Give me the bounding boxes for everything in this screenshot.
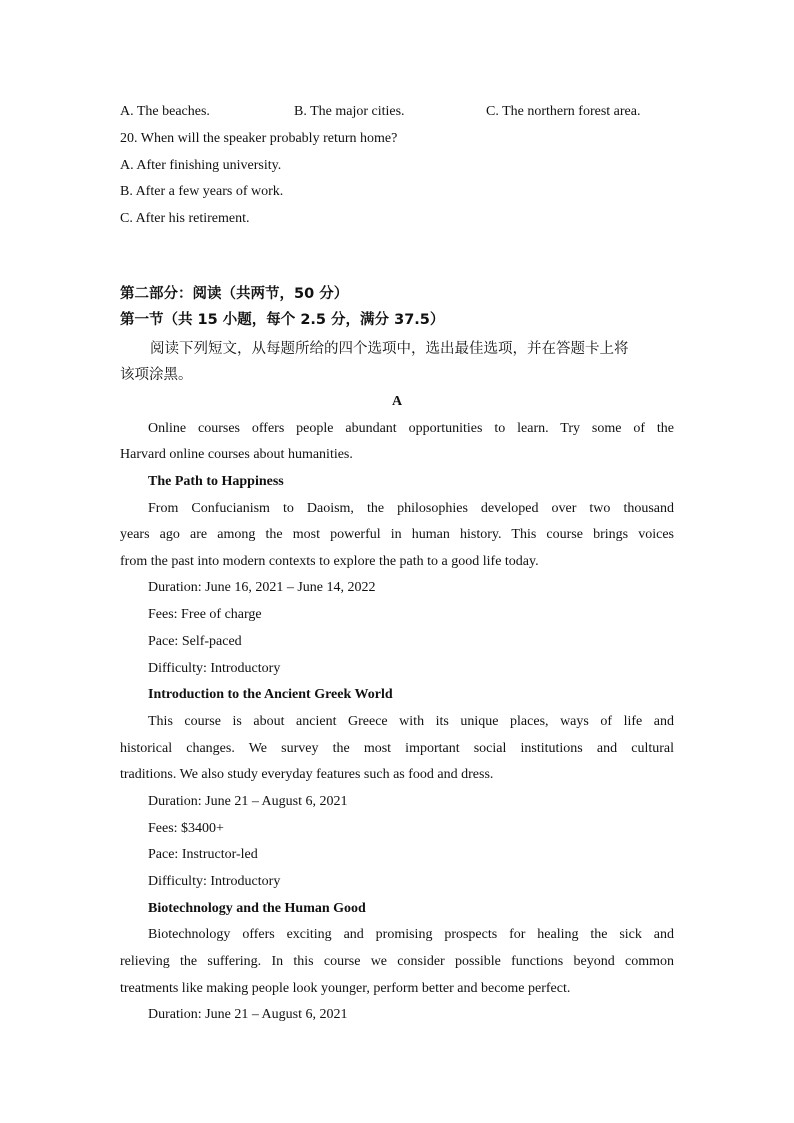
course-difficulty: Difficulty: Introductory	[148, 874, 281, 889]
course-desc-line: Biotechnology offers exciting and promising prospects for healing the sick and	[148, 927, 674, 942]
course-title: Biotechnology and the Human Good	[148, 901, 366, 916]
course-desc-line: historical changes. We survey the most important social institutions and cultural	[120, 741, 674, 756]
instruction-line-1: 阅读下列短文，从每题所给的四个选项中，选出最佳选项，并在答题卡上将	[150, 341, 629, 357]
course-duration: Duration: June 21 – August 6, 2021	[148, 1007, 348, 1022]
course-pace: Pace: Self-paced	[148, 634, 242, 649]
q19-option-a: A. The beaches.	[120, 104, 210, 119]
course-desc-line: traditions. We also study everyday features such as food and dress.	[120, 767, 494, 782]
intro-line-2: Harvard online courses about humanities.	[120, 447, 353, 462]
course-difficulty: Difficulty: Introductory	[148, 661, 281, 676]
course-desc-line: treatments like making people look younger, perform better and become perfect.	[120, 981, 571, 996]
course-desc-line: From Confucianism to Daoism, the philosophies developed over two thousand	[148, 501, 674, 516]
q20-option-c: C. After his retirement.	[120, 211, 250, 226]
course-fees: Fees: $3400+	[148, 821, 224, 836]
intro-line-1: Online courses offers people abundant opportunities to learn. Try some of the	[148, 421, 674, 436]
passage-letter: A	[391, 394, 403, 409]
q20-option-a: A. After finishing university.	[120, 158, 282, 173]
course-desc-line: relieving the suffering. In this course we consider possible functions beyond common	[120, 954, 674, 969]
q19-option-c: C. The northern forest area.	[486, 104, 641, 119]
section1-heading: 第一节（共 15 小题，每个 2.5 分，满分 37.5）	[120, 312, 445, 328]
instruction-line-2: 该项涂黑。	[120, 367, 193, 383]
q20-option-b: B. After a few years of work.	[120, 184, 284, 199]
course-fees: Fees: Free of charge	[148, 607, 262, 622]
course-title: The Path to Happiness	[148, 474, 284, 489]
course-desc-line: from the past into modern contexts to explore the path to a good life today.	[120, 554, 539, 569]
course-desc-line: This course is about ancient Greece with its unique places, ways of life and	[148, 714, 674, 729]
course-title: Introduction to the Ancient Greek World	[148, 687, 393, 702]
course-duration: Duration: June 16, 2021 – June 14, 2022	[148, 580, 376, 595]
course-duration: Duration: June 21 – August 6, 2021	[148, 794, 348, 809]
q19-option-b: B. The major cities.	[294, 104, 405, 119]
course-desc-line: years ago are among the most powerful in human history. This course brings voices	[120, 527, 674, 542]
part2-heading: 第二部分：阅读（共两节，50 分）	[120, 286, 349, 302]
course-pace: Pace: Instructor-led	[148, 847, 258, 862]
q20-question: 20. When will the speaker probably return home?	[120, 131, 398, 146]
